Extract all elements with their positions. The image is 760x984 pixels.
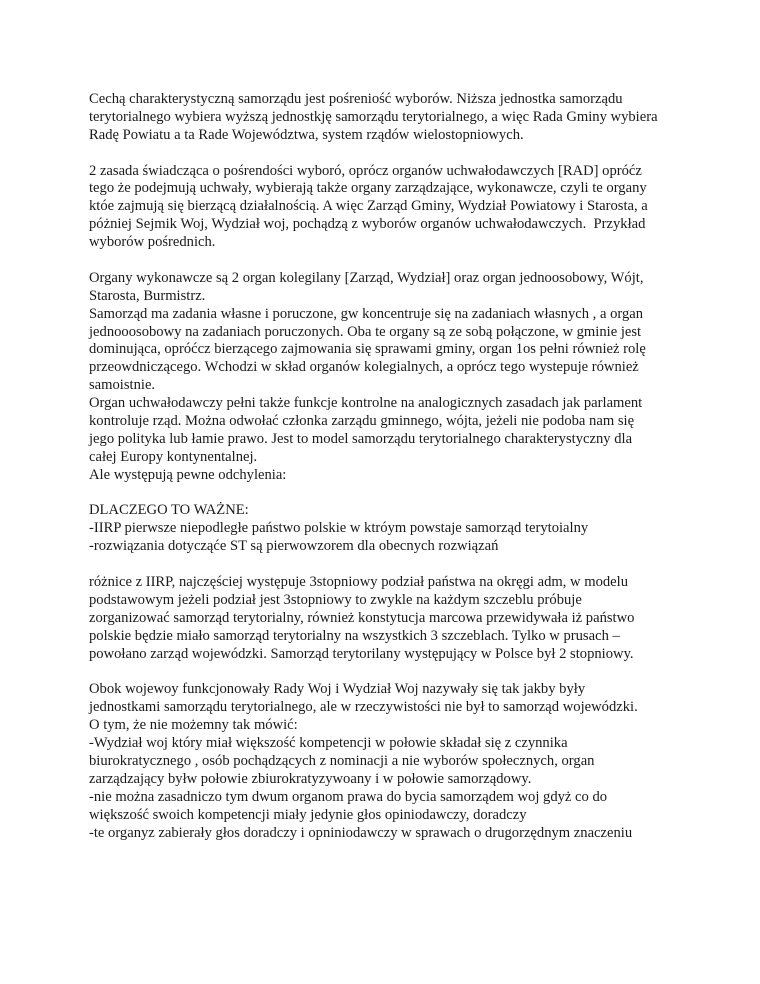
text-line: jego polityka lub łamie prawo. Jest to model samorządu terytorialnego charakterystyczny dla [89, 430, 633, 447]
text-line: któe zajmują się bierzącą działalnością. A więc Zarząd Gminy, Wydział Powiatowy i Starosta, a [89, 198, 648, 215]
paragraph [89, 91, 689, 145]
text-line: DLACZEGO TO WAŻNE: [89, 502, 249, 519]
paragraph [89, 681, 689, 842]
text-line: jednooosobowy na zadaniach poruczonych. Oba te organy są ze sobą połączone, w gminie jest [89, 323, 642, 340]
paragraph [89, 270, 689, 485]
paragraph-gap [89, 485, 689, 503]
text-line: Ale występują pewne odchylenia: [89, 466, 287, 483]
text-line: Organ uchwałodawczy pełni także funkcje kontrolne na analogicznych zasadach jak parlament [89, 395, 643, 412]
paragraph-gap [89, 252, 689, 270]
text-line: większość swoich kompetencji miały jedynie głos opiniodawczy, doradczy [89, 806, 527, 823]
text-line: kontroluje rząd. Można odwołać członka zarządu gminnego, wójta, jeżeli nie podoba nam się [89, 413, 635, 430]
text-line: Starosta, Burmistrz. [89, 287, 206, 304]
text-line: samoistnie. [89, 377, 156, 394]
text-line: tego że podejmują uchwały, wybierają także organy zarządzające, wykonawcze, czyli te organy [89, 180, 647, 197]
document-body [89, 91, 689, 842]
text-line: dominująca, opróćcz bierzącego zajmowania się sprawami gminy, organ 1os pełni również rolę [89, 341, 646, 358]
text-line: Samorząd ma zadania własne i poruczone, gw koncentruje się na zadaniach własnych , a organ [89, 305, 644, 322]
paragraph-gap [89, 664, 689, 682]
text-line: -Wydział woj który miał większość kompetencji w połowie składał się z czynnika [89, 735, 568, 752]
paragraph [89, 574, 689, 663]
paragraph-gap [89, 145, 689, 163]
text-line: O tym, że nie możemny tak mówić: [89, 717, 298, 734]
text-line: -te organyz zabierały głos doradczy i opniniodawczy w sprawach o drugorzędnym znaczeniu [89, 824, 633, 841]
text-line: Obok wojewoy funkcjonowały Rady Woj i Wydział Woj nazywały się tak jakby były [89, 681, 586, 698]
text-line: póżniej Sejmik Woj, Wydział woj, pochądzą z wyborów organów uchwałodawczych. Przykład [89, 216, 646, 233]
text-line: biurokratycznego , osób pochądzących z nominacji a nie wyborów społecznych, organ [89, 752, 595, 769]
text-line: różnice z IIRP, najczęściej występuje 3stopniowy podział państwa na okręgi adm, w modelu [89, 574, 629, 591]
text-line: polskie będzie miało samorząd terytorialny na wszystkich 3 szczeblach. Tylko w prusach – [89, 627, 620, 644]
text-line: Cechą charakterystyczną samorządu jest pośreniość wyborów. Niższa jednostka samorządu [89, 91, 623, 107]
text-line: jednostkami samorządu terytorialnego, ale w rzeczywistości nie był to samorząd wojewódzki. [89, 699, 638, 716]
text-line: -rozwiązania dotycząće ST są pierwowzorem dla obecnych rozwiązań [89, 538, 499, 555]
text-line: zarządzający byłw połowie zbiurokratyzywoany i w połowie samorządowy. [89, 770, 532, 787]
paragraph [89, 163, 689, 252]
text-line: terytorialnego wybiera wyższą jednostkję samorządu terytorialnego, a więc Rada Gminy wybiera [89, 108, 658, 125]
text-line: 2 zasada świadcząca o pośrendości wyboró, oprócz organów uchwałodawczych [RAD] opróćz [89, 162, 642, 179]
text-line: wyborów pośrednich. [89, 234, 216, 251]
text-line: -IIRP pierwsze niepodległe państwo polskie w ktróym powstaje samorząd terytoialny [89, 520, 589, 537]
text-line: podstawowym jeżeli podział jest 3stopniowy to zwykle na każdym szczeblu próbuje [89, 591, 582, 608]
text-line: powołano zarząd wojewódzki. Samorząd terytorilany występujący w Polsce był 2 stopniowy. [89, 645, 634, 662]
text-line: zorganizować samorząd terytorialny, również konstytucja marcowa przewidywała iż państwo [89, 609, 635, 626]
text-line: Radę Powiatu a ta Rade Województwa, system rządów wielostopniowych. [89, 126, 524, 143]
text-line: przeowdniczącego. Wchodzi w skład organów kolegialnych, a oprócz tego wystepuje również [89, 359, 639, 376]
paragraph-gap [89, 556, 689, 574]
text-line: całej Europy kontynentalnej. [89, 448, 258, 465]
paragraph [89, 502, 689, 556]
text-line: Organy wykonawcze są 2 organ kolegilany [Zarząd, Wydział] oraz organ jednoosobowy, Wójt, [89, 269, 644, 286]
text-line: -nie można zasadniczo tym dwum organom prawa do bycia samorządem woj gdyż co do [89, 788, 608, 805]
